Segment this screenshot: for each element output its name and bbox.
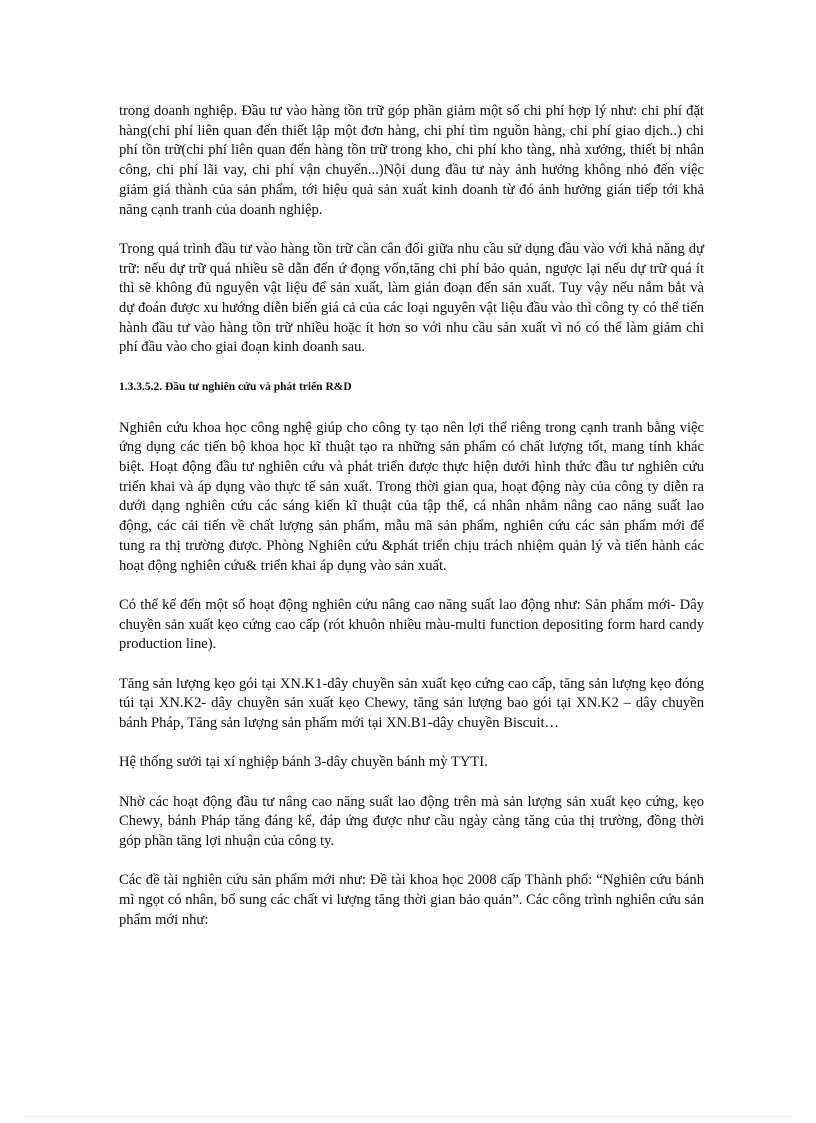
paragraph-productivity-results: Nhờ các hoạt động đầu tư nâng cao năng suất lao động trên mà sản lượng sản xuất kẹo cứng, kẹo Chewy, bánh Pháp tăng đáng kể, đáp ứng được như cầu ngày càng tăng của thị trường, đồng thời góp phần tăng lợi nhuận của công ty.	[119, 793, 704, 849]
paragraph-output-increase: Tăng sản lượng kẹo gói tại XN.K1-dây chuyền sản xuất kẹo cứng cao cấp, tăng sản lượng kẹo đóng túi tại XN.K2- dây chuyền sản xuất kẹo Chewy, tăng sản lượng bao gói tại XN.K2 – dây chuyền bánh Pháp, Tăng sản lượng sản phẩm mới tại XN.B1-dây chuyền Biscuit…	[119, 675, 704, 731]
paragraph-rd-overview: Nghiên cứu khoa học công nghệ giúp cho công ty tạo nên lợi thế riêng trong cạnh tranh bằng việc ứng dụng các tiến bộ khoa học kĩ thuật tạo ra những sản phẩm có chất lượng tốt, mang tính khác biệt. Hoạt động đầu tư nghiên cứu và phát triển được thực hiện dưới hình thức đầu tư nghiên cứu triển khai và áp dụng vào thực tế sản xuất. Trong thời gian qua, hoạt động này của công ty diễn ra dưới dạng nghiên cứu các sáng kiến kĩ thuật của tập thể, cá nhân nhằm nâng cao năng suất lao động, các cải tiến về chất lượng sản phẩm, mẫu mã sản phẩm, nghiên cứu các sản phẩm mới để tung ra thị trường được. Phòng Nghiên cứu &phát triển chịu trách nhiệm quản lý và tiến hành các hoạt động nghiên cứu& triển khai áp dụng vào sản xuất.	[119, 419, 704, 574]
paragraph-new-product-research: Các đề tài nghiên cứu sản phẩm mới như: Đề tài khoa học 2008 cấp Thành phố: “Nghiên cứu bánh mì ngọt có nhân, bổ sung các chất vi lượng tăng thời gian bảo quản”. Các công trình nghiên cứu sản phẩm mới như:	[119, 872, 704, 928]
page-bottom-divider	[25, 1116, 791, 1117]
paragraph-heating-system: Hệ thống sưởi tại xí nghiệp bánh 3-dây chuyền bánh mỳ TYTI.	[119, 754, 488, 771]
document-body	[119, 102, 704, 950]
paragraph-inventory-balance: Trong quá trình đầu tư vào hàng tồn trữ cần cân đối giữa nhu cầu sử dụng đầu vào với khả năng dự trữ: nếu dự trữ quá nhiều sẽ dẫn đến ứ đọng vốn,tăng chi phí bảo quản, ngược lại nếu dự trữ quá ít thì sẽ không đủ nguyên vật liệu để sản xuất, làm gián đoạn đến sản xuất. Tuy vậy nếu nắm bắt và dự đoán được xu hướng diễn biến giá cả của các loại nguyên vật liệu đầu vào thì công ty có thể tiến hành đầu tư vào hàng tồn trữ nhiều hoặc ít hơn so với nhu cầu sản xuất vì nó có thể làm giảm chi phí đầu vào cho giai đoạn kinh doanh sau.	[119, 240, 704, 356]
paragraph-inventory-costs: trong doanh nghiệp. Đầu tư vào hàng tồn trữ góp phần giảm một số chi phí hợp lý như: chi phí đặt hàng(chi phí liên quan đến thiết lập một đơn hàng, chi phí tìm nguồn hàng, chi phí giao dịch..) chi phí tồn trữ(chi phí liên quan đến hàng tồn trữ trong kho, chi phí kho tàng, nhà xưởng, thiết bị nhân công, chi phí lãi vay, chi phí vận chuyển...)Nội dung đầu tư này ảnh hưởng không nhỏ đến việc giảm giá thành của sản phẩm, tới hiệu quả sản xuất kinh doanh từ đó ảnh hưởng gián tiếp tới khả năng cạnh tranh của doanh nghiệp.	[119, 103, 704, 218]
paragraph-rd-activities: Có thể kể đến một số hoạt động nghiên cứu nâng cao năng suất lao động như: Sản phẩm mới- Dây chuyền sản xuất kẹo cứng cao cấp (rót khuôn nhiều màu-multi function depositing form hard candy production line).	[119, 596, 704, 653]
section-heading-rd: 1.3.3.5.2. Đầu tư nghiên cứu và phát triển R&D	[119, 380, 352, 393]
